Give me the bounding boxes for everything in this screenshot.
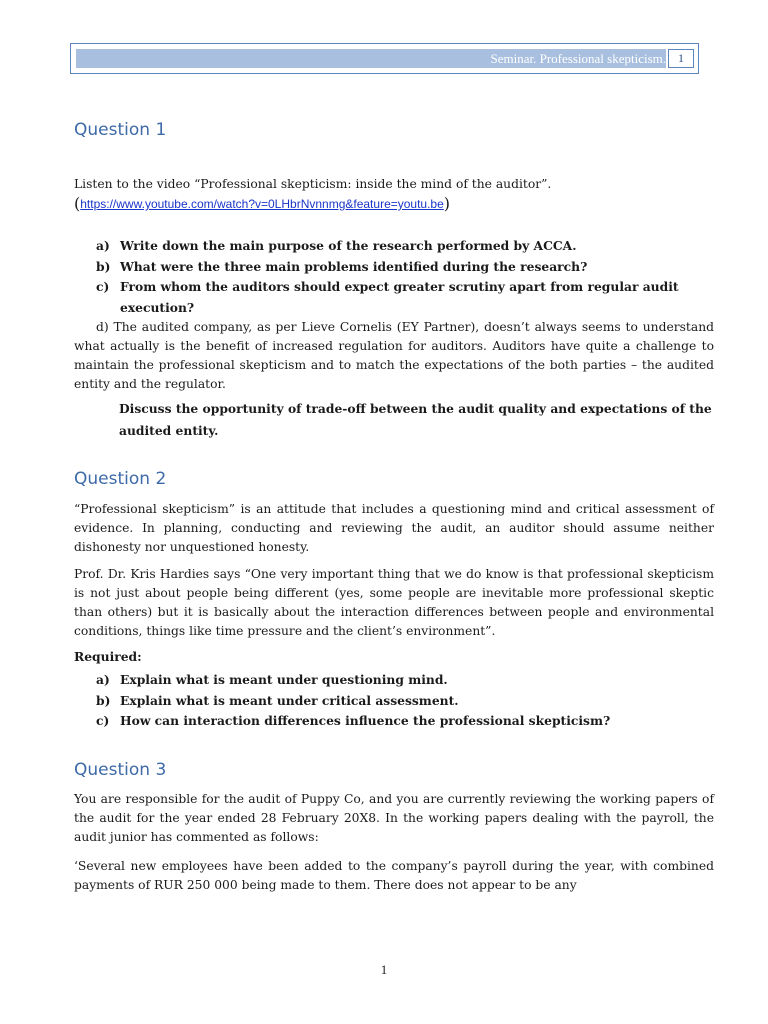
- youtube-link[interactable]: https://www.youtube.com/watch?v=0LHbrNvnnmg&feature=youtu.be: [80, 197, 444, 211]
- list-item: a) Explain what is meant under questioning mind.: [96, 672, 448, 687]
- list-item: a) Write down the main purpose of the research performed by ACCA.: [96, 238, 577, 253]
- running-header: [70, 43, 699, 74]
- document-body: [74, 118, 714, 895]
- question-1-title: Question 1: [74, 120, 167, 140]
- question-2-title: Question 2: [74, 469, 167, 489]
- q2-required: Required:: [74, 649, 142, 664]
- q1-discuss: Discuss the opportunity of trade-off between the audit quality and expectations of the audited entity.: [119, 401, 712, 438]
- list-item: b) Explain what is meant under critical assessment.: [96, 692, 459, 708]
- header-page-number: 1: [668, 49, 694, 68]
- q2-question-list: [96, 670, 714, 732]
- question-3-title: Question 3: [74, 759, 167, 780]
- q1-question-list: [96, 236, 714, 318]
- footer-page-number: 1: [380, 962, 388, 977]
- q2-paragraph-1: “Professional skepticism” is an attitude that includes a questioning mind and critical assessment of evidence. In planning, conducting and reviewing the audit, an auditor should assume neither dishonesty nor unquestioned honesty.: [74, 502, 714, 554]
- q1-item-d: d) The audited company, as per Lieve Cornelis (EY Partner), doesn’t always seems to understand what actually is the benefit of increased regulation for auditors. Auditors have quite a challenge to maintain the professional skepticism and to match the expectations of the both parties – the audited entity and the regulator.: [74, 320, 714, 391]
- q1-intro: Listen to the video “Professional skepticism: inside the mind of the auditor”.: [74, 177, 552, 191]
- q1-link-line: [74, 194, 714, 214]
- list-item: c) From whom the auditors should expect greater scrutiny apart from regular audit execution?: [96, 279, 679, 315]
- list-item: b) What were the three main problems identified during the research?: [96, 258, 588, 274]
- header-title: Seminar. Professional skepticism.: [490, 51, 666, 66]
- q2-paragraph-2: Prof. Dr. Kris Hardies says “One very important thing that we do know is that professional skepticism is not just about people being different (yes, some people are inevitable more professional skeptic than others) but it is basically about the interaction differences between people and environmental conditions, things like time pressure and the client’s environment”.: [74, 567, 714, 638]
- q3-paragraph-1: You are responsible for the audit of Puppy Co, and you are currently reviewing the working papers of the audit for the year ended 28 February 20X8. In the working papers dealing with the payroll, the audit junior has commented as follows:: [74, 791, 714, 844]
- paren-close: ): [443, 194, 451, 213]
- list-item: c) How can interaction differences influence the professional skepticism?: [96, 713, 611, 728]
- q3-paragraph-2: ‘Several new employees have been added to the company’s payroll during the year, with combined payments of RUR 250 000 being made to them. There does not appear to be any: [74, 858, 714, 892]
- paren-open: (: [74, 194, 81, 213]
